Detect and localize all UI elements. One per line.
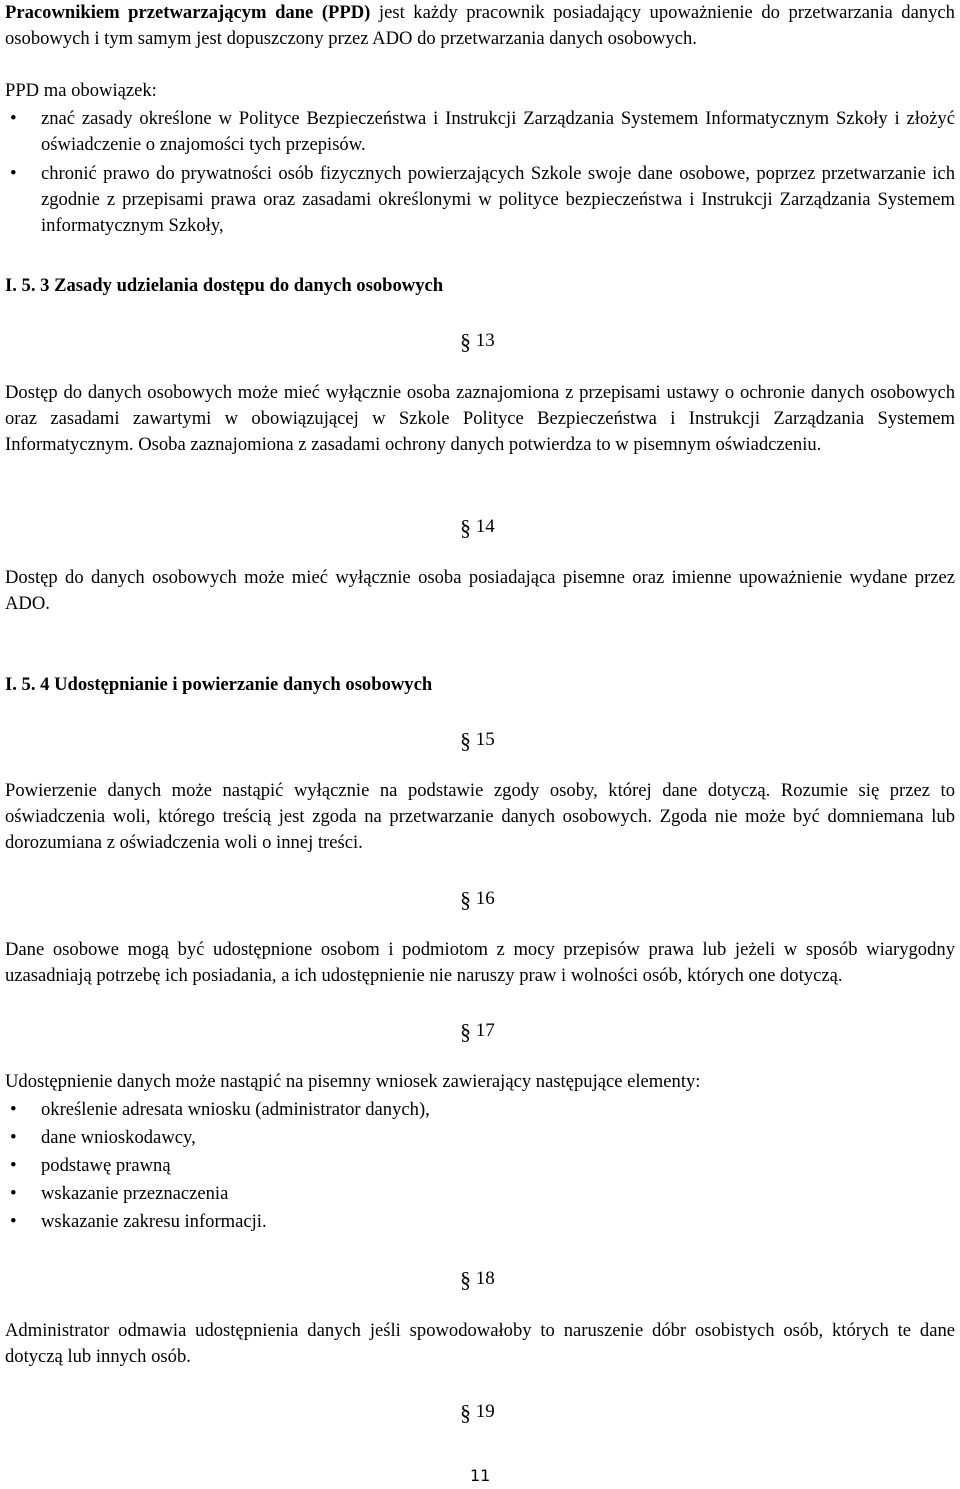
- paragraph-text: Administrator odmawia udostępnienia danych jeśli spowodowałoby to naruszenie dóbr osobistych osób, których te dane dotyczą lub innych osób.: [5, 1320, 955, 1367]
- paragraph-number: [460, 1016, 495, 1044]
- section-sign: §: [460, 1019, 471, 1044]
- paragraph-text: Dostęp do danych osobowych może mieć wyłącznie osoba posiadająca pisemne oraz imienne upoważnienie wydane przez ADO.: [5, 567, 955, 614]
- request-element-item: • wskazanie przeznaczenia: [41, 1181, 955, 1207]
- paragraph-number-value: 16: [475, 888, 495, 909]
- ppd-duty-item: • chronić prawo do prywatności osób fizycznych powierzających Szkole swoje dane osobowe, poprzez przetwarzanie ich zgodnie z przepisami prawa oraz zasadami określonymi w polityce bezpieczeństwa i Instrukcji Zarządzania Systemem informatycznym Szkoły,: [41, 161, 955, 239]
- paragraph-number: [460, 1397, 495, 1425]
- paragraph-number: [460, 512, 495, 540]
- paragraph-number: [460, 1264, 495, 1292]
- intro-paragraph: [5, 0, 955, 52]
- intro-term: Pracownikiem przetwarzającym dane (PPD): [5, 2, 371, 23]
- section-sign: §: [460, 1400, 471, 1425]
- section-3-heading: I. 5. 3 Zasady udzielania dostępu do danych osobowych: [5, 275, 444, 296]
- section-sign: §: [460, 728, 471, 753]
- section-sign: §: [460, 329, 471, 354]
- request-element-item: • określenie adresata wniosku (administrator danych),: [41, 1097, 955, 1123]
- paragraph-number-value: 18: [475, 1268, 495, 1289]
- section-4-heading: I. 5. 4 Udostępnianie i powierzanie danych osobowych: [5, 674, 433, 695]
- paragraph-text: Udostępnienie danych może nastąpić na pisemny wniosek zawierający następujące elementy:: [5, 1071, 701, 1092]
- page-number: 11: [470, 1466, 491, 1485]
- paragraph-number-value: 14: [475, 516, 495, 537]
- paragraph-number: [460, 884, 495, 912]
- request-element-item: • podstawę prawną: [41, 1153, 955, 1179]
- request-element-item: • dane wnioskodawcy,: [41, 1125, 955, 1151]
- paragraph-number-value: 17: [475, 1020, 495, 1041]
- paragraph-number: [460, 725, 495, 753]
- paragraph-text: Dostęp do danych osobowych może mieć wyłącznie osoba zaznajomiona z przepisami ustawy o ochronie danych osobowych oraz zasadami zawartymi w obowiązującej w Szkole Polityce Bezpieczeństwa i Instrukcji Zarządzania Systemem Informatycznym. Osoba zaznajomiona z zasadami ochrony danych potwierdza to w pisemnym oświadczeniu.: [5, 382, 955, 455]
- ppd-duties-label: PPD ma obowiązek:: [5, 80, 157, 101]
- paragraph-number-value: 19: [475, 1401, 495, 1422]
- ppd-duty-item: • znać zasady określone w Polityce Bezpieczeństwa i Instrukcji Zarządzania Systemem Informatycznym Szkoły i złożyć oświadczenie o znajomości tych przepisów.: [41, 106, 955, 158]
- paragraph-number-value: 15: [475, 729, 495, 750]
- request-element-item: • wskazanie zakresu informacji.: [41, 1209, 955, 1235]
- section-sign: §: [460, 1267, 471, 1292]
- paragraph-text: Dane osobowe mogą być udostępnione osobom i podmiotom z mocy przepisów prawa lub jeżeli w sposób wiarygodny uzasadniają potrzebę ich posiadania, a ich udostępnienie nie naruszy praw i wolności osób, których one dotyczą.: [5, 939, 955, 986]
- paragraph-number: [460, 326, 495, 354]
- section-sign: §: [460, 515, 471, 540]
- paragraph-text: Powierzenie danych może nastąpić wyłącznie na podstawie zgody osoby, której dane dotyczą. Rozumie się przez to oświadczenia woli, którego treścią jest zgoda na przetwarzanie danych osobowych. Zgoda nie może być domniemana lub dorozumiana z oświadczenia woli o innej treści.: [5, 780, 955, 853]
- paragraph-number-value: 13: [475, 330, 495, 351]
- section-sign: §: [460, 887, 471, 912]
- intro-definition: jest każdy pracownik posiadający upoważnienie do przetwarzania danych osobowych i tym samym jest dopuszczony przez ADO do przetwarzania danych osobowych.: [5, 2, 955, 49]
